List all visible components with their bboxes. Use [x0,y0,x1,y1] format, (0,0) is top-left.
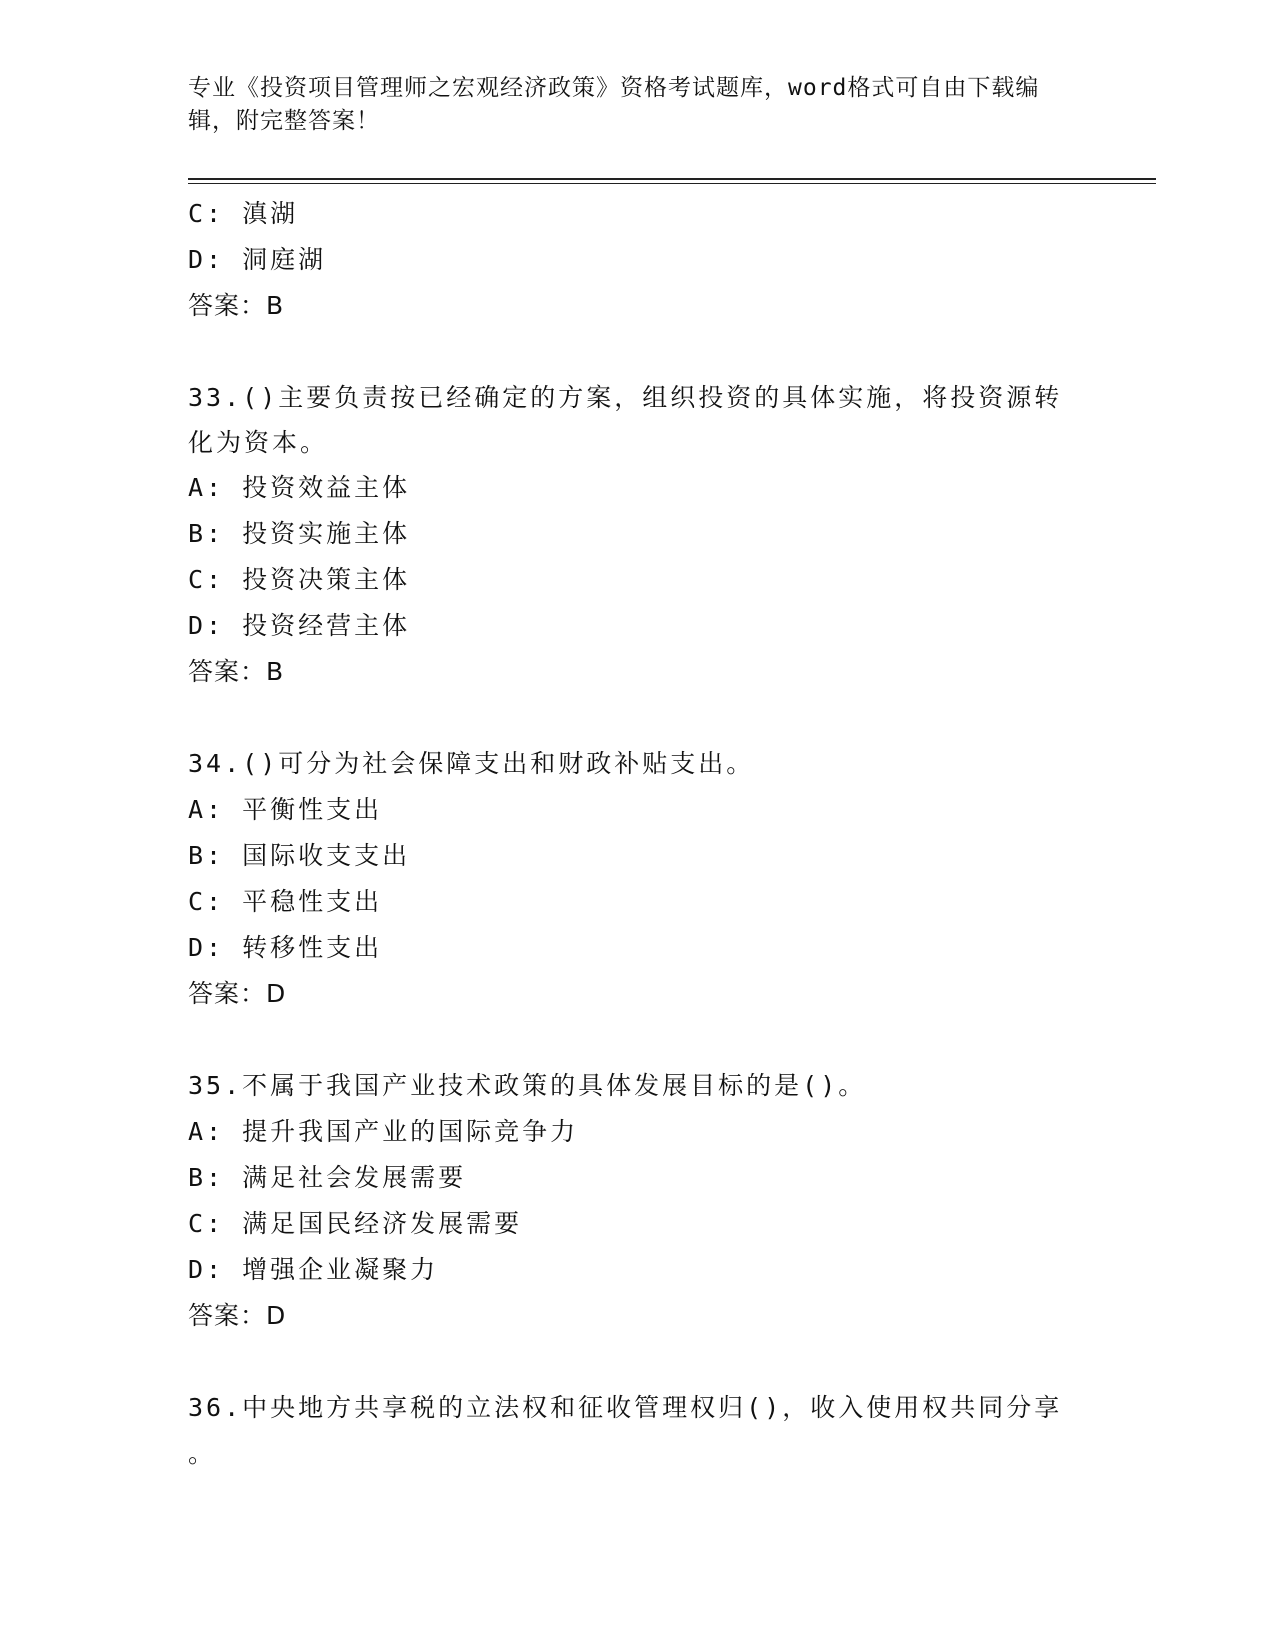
question-stem: 35.不属于我国产业技术政策的具体发展目标的是()。 [188,1071,867,1100]
option-b: B: 投资实施主体 [188,519,411,548]
spacer [188,695,1088,741]
header-line-2: 辑，附完整答案！ [188,108,380,134]
question-content [188,191,1088,1477]
option-d: D: 转移性支出 [188,933,383,962]
header-divider-thin [188,183,1156,184]
option-a: A: 平衡性支出 [188,795,383,824]
question-stem-continued: 。 [188,1439,217,1468]
question-35 [188,1063,1088,1339]
question-stem: 34.()可分为社会保障支出和财政补贴支出。 [188,749,755,778]
prev-option-c: C: 滇湖 [188,199,299,228]
prev-option-d: D: 洞庭湖 [188,245,327,274]
option-d: D: 投资经营主体 [188,611,411,640]
answer: 答案：D [188,979,287,1008]
option-c: C: 满足国民经济发展需要 [188,1209,523,1238]
question-stem-continued: 化为资本。 [188,428,329,457]
option-d: D: 增强企业凝聚力 [188,1255,439,1284]
question-stem: 36.中央地方共享税的立法权和征收管理权归()，收入使用权共同分享 [188,1393,1063,1422]
header-line-1: 专业《投资项目管理师之宏观经济政策》资格考试题库，word格式可自由下载编 [188,75,1040,101]
option-b: B: 国际收支支出 [188,841,411,870]
option-b: B: 满足社会发展需要 [188,1163,467,1192]
option-c: C: 平稳性支出 [188,887,383,916]
header-divider-thick [188,178,1156,180]
question-34 [188,741,1088,1017]
answer: 答案：D [188,1301,287,1330]
option-c: C: 投资决策主体 [188,565,411,594]
question-33 [188,375,1088,695]
option-a: A: 投资效益主体 [188,473,411,502]
prev-answer: 答案：B [188,291,285,320]
spacer [188,1017,1088,1063]
spacer [188,329,1088,375]
option-a: A: 提升我国产业的国际竞争力 [188,1117,579,1146]
spacer [188,1339,1088,1385]
page-header [188,72,1068,138]
question-36 [188,1385,1088,1477]
question-stem: 33.()主要负责按已经确定的方案，组织投资的具体实施，将投资源转 [188,383,1063,412]
answer: 答案：B [188,657,285,686]
